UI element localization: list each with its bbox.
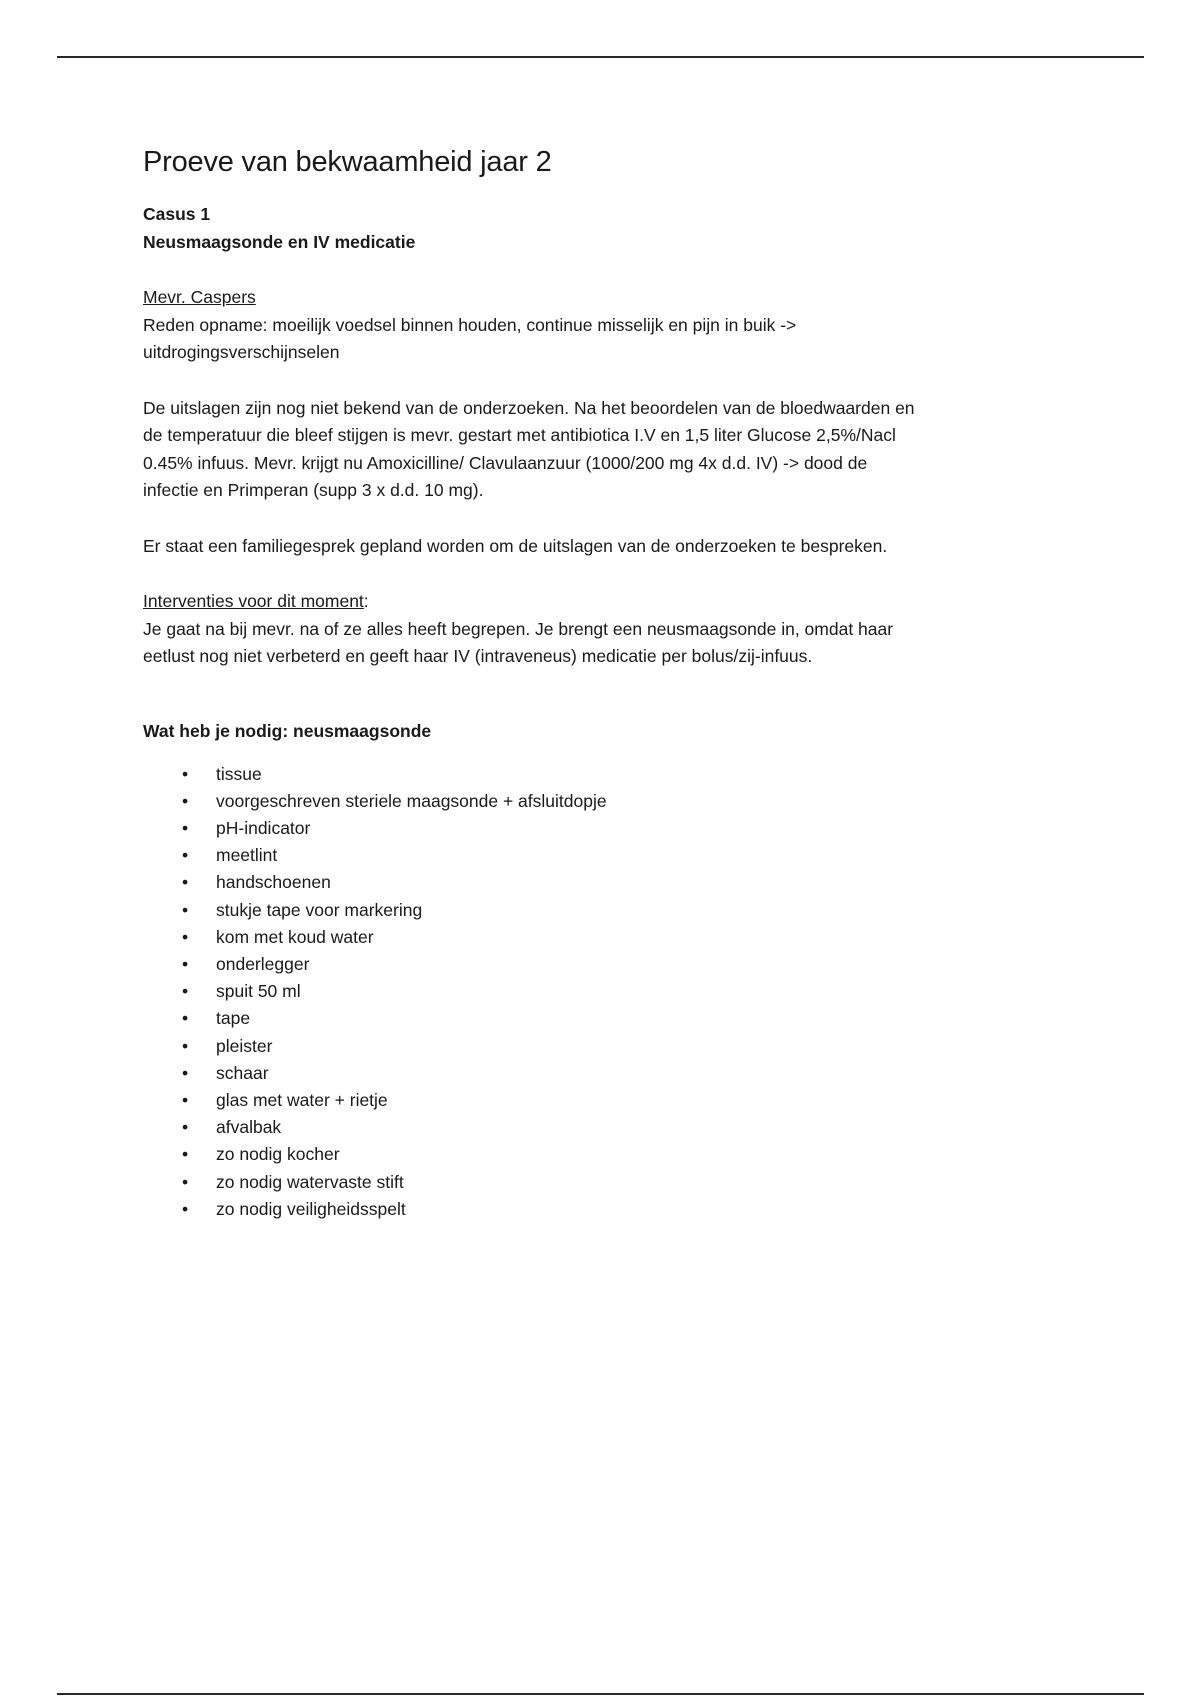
bullet-icon: • [182,926,189,947]
bullet-icon: • [182,1008,189,1029]
list-item: • glas met water + rietje [143,1087,1043,1114]
bullet-icon: • [182,899,189,920]
bullet-icon: • [182,1062,189,1083]
results-line: De uitslagen zijn nog niet bekend van de onderzoeken. Na het beoordelen van de bloedwaarden en [143,397,915,418]
admission-reason-line: uitdrogingsverschijnselen [143,342,340,362]
list-item: • schaar [143,1060,1043,1087]
results-line: de temperatuur die bleef stijgen is mevr. gestart met antibiotica I.V en 1,5 liter Glucose 2,5%/Nacl [143,425,896,445]
spacer [143,560,1043,588]
bullet-icon: • [182,790,189,811]
bullet-icon: • [182,1089,189,1110]
admission-reason-line: Reden opname: moeilijk voedsel binnen houden, continue misselijk en pijn in buik -> [143,314,797,335]
list-item: • pleister [143,1033,1043,1060]
bullet-icon: • [182,953,189,974]
bullet-icon: • [182,981,189,1002]
top-divider [57,56,1144,58]
interventions-heading: Interventies voor dit moment [143,591,364,611]
interventions-line: eetlust nog niet verbeterd en geeft haar IV (intraveneus) medicatie per bolus/zij-infuus. [143,646,813,666]
case-subtitle: Neusmaagsonde en IV medicatie [143,232,416,252]
list-item: • zo nodig veiligheidsspelt [143,1196,1043,1223]
bottom-divider [57,1693,1144,1695]
bullet-icon: • [182,817,189,838]
list-item: • zo nodig watervaste stift [143,1169,1043,1196]
case-number: Casus 1 [143,204,211,224]
list-item: • zo nodig kocher [143,1141,1043,1168]
family-talk-paragraph: Er staat een familiegesprek gepland worden om de uitslagen van de onderzoeken te bespreken. [143,535,888,556]
list-item: • stukje tape voor markering [143,897,1043,924]
bullet-icon: • [182,872,189,893]
bullet-icon: • [182,1198,189,1219]
list-item: • kom met koud water [143,924,1043,951]
results-line: 0.45% infuus. Mevr. krijgt nu Amoxicilline/ Clavulaanzuur (1000/200 mg 4x d.d. IV) -> dood de [143,452,868,473]
interventions-colon: : [363,591,369,611]
spacer [143,505,1043,533]
bullet-icon: • [182,1171,189,1192]
needs-list [143,761,1043,1223]
patient-name: Mevr. Caspers [143,287,256,307]
list-item: • voorgeschreven steriele maagsonde + afsluitdopje [143,788,1043,815]
spacer [143,256,1043,284]
bullet-icon: • [182,1035,189,1056]
list-item: • tissue [143,761,1043,788]
results-line: infectie en Primperan (supp 3 x d.d. 10 mg). [143,480,484,500]
needs-heading: Wat heb je nodig: neusmaagsonde [143,720,432,741]
bullet-icon: • [182,845,189,866]
list-item: • pH-indicator [143,815,1043,842]
spacer [143,671,1043,717]
list-item: • onderlegger [143,951,1043,978]
list-item: • meetlint [143,842,1043,869]
list-item: • handschoenen [143,869,1043,896]
list-item: • afvalbak [143,1114,1043,1141]
list-item: • tape [143,1005,1043,1032]
document-title: Proeve van bekwaamheid jaar 2 [143,146,552,178]
bullet-icon: • [182,763,189,784]
interventions-heading-line [143,588,1043,616]
interventions-line: Je gaat na bij mevr. na of ze alles heeft begrepen. Je brengt een neusmaagsonde in, omdat haar [143,618,894,639]
bullet-icon: • [182,1117,189,1138]
bullet-icon: • [182,1144,189,1165]
spacer [143,367,1043,395]
list-item: • spuit 50 ml [143,978,1043,1005]
document-body [143,144,1043,1223]
